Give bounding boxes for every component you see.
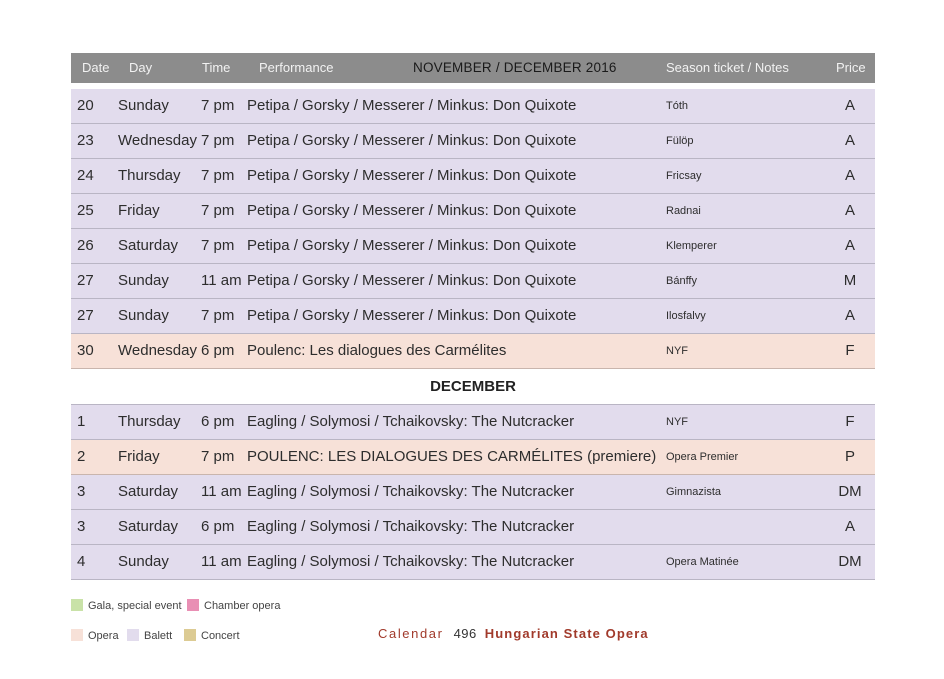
row-date: 4 xyxy=(77,553,86,570)
table-row xyxy=(71,264,875,299)
november-rows xyxy=(71,89,875,369)
row-day: Sunday xyxy=(118,272,169,289)
row-day: Saturday xyxy=(118,237,179,254)
row-time: 6 pm xyxy=(201,518,235,535)
table-row xyxy=(71,334,875,369)
header-price: Price xyxy=(836,60,866,75)
row-time: 6 pm xyxy=(201,342,235,359)
row-notes: Fülöp xyxy=(666,135,694,147)
row-notes: Bánffy xyxy=(666,275,697,287)
row-day: Sunday xyxy=(118,97,169,114)
row-day: Wednesday xyxy=(118,342,197,359)
row-date: 3 xyxy=(77,483,86,500)
row-notes: NYF xyxy=(666,416,688,428)
legend-concert-swatch xyxy=(184,629,196,641)
legend-ballet xyxy=(127,629,172,643)
row-notes: NYF xyxy=(666,345,688,357)
header-performance: Performance xyxy=(259,60,334,75)
table-row xyxy=(71,159,875,194)
row-performance: Eagling / Solymosi / Tchaikovsky: The Nutcracker xyxy=(247,518,575,535)
row-performance: Petipa / Gorsky / Messerer / Minkus: Don Quixote xyxy=(247,97,577,114)
row-day: Sunday xyxy=(118,553,169,570)
legend-ballet-label: Balett xyxy=(144,630,173,642)
row-time: 11 am xyxy=(201,553,242,570)
row-price: A xyxy=(844,132,855,149)
row-price: M xyxy=(843,272,857,289)
row-performance: Poulenc: Les dialogues des Carmélites xyxy=(247,342,507,359)
row-price: DM xyxy=(838,483,862,500)
legend-opera xyxy=(71,629,119,643)
table-row xyxy=(71,89,875,124)
row-performance: Eagling / Solymosi / Tchaikovsky: The Nutcracker xyxy=(247,483,575,500)
row-date: 20 xyxy=(77,97,94,114)
row-notes: Opera Matinée xyxy=(666,556,739,568)
row-performance: Petipa / Gorsky / Messerer / Minkus: Don Quixote xyxy=(247,237,577,254)
row-date: 27 xyxy=(77,272,94,289)
row-notes: Opera Premier xyxy=(666,451,739,463)
row-date: 3 xyxy=(77,518,86,535)
row-day: Wednesday xyxy=(118,132,197,149)
row-notes: Radnai xyxy=(666,205,701,217)
table-row xyxy=(71,124,875,159)
row-notes: Gimnazista xyxy=(666,486,722,498)
row-performance: Eagling / Solymosi / Tchaikovsky: The Nutcracker xyxy=(247,413,575,430)
row-date: 23 xyxy=(77,132,94,149)
row-time: 7 pm xyxy=(201,307,235,324)
row-price: DM xyxy=(838,553,862,570)
row-day: Saturday xyxy=(118,518,179,535)
header-time: Time xyxy=(202,60,231,75)
table-row xyxy=(71,475,875,510)
legend-ballet-swatch xyxy=(127,629,139,641)
page-number: 496 xyxy=(453,626,477,641)
row-time: 7 pm xyxy=(201,167,235,184)
row-performance: Petipa / Gorsky / Messerer / Minkus: Don Quixote xyxy=(247,272,577,289)
page-footer xyxy=(378,626,649,641)
legend-chamber xyxy=(187,599,280,613)
row-price: A xyxy=(844,518,855,535)
legend-gala-swatch xyxy=(71,599,83,611)
row-price: A xyxy=(844,202,855,219)
december-rows xyxy=(71,405,875,580)
row-date: 27 xyxy=(77,307,94,324)
row-day: Friday xyxy=(118,448,160,465)
row-performance: Petipa / Gorsky / Messerer / Minkus: Don Quixote xyxy=(247,307,577,324)
row-date: 26 xyxy=(77,237,94,254)
row-day: Saturday xyxy=(118,483,179,500)
row-time: 7 pm xyxy=(201,202,235,219)
table-header xyxy=(71,53,875,83)
row-time: 7 pm xyxy=(201,97,235,114)
legend-gala xyxy=(71,599,182,613)
row-notes: Fricsay xyxy=(666,170,702,182)
row-notes: Tóth xyxy=(666,100,689,112)
row-price: F xyxy=(845,342,855,359)
footer-opera-name: Hungarian State Opera xyxy=(484,626,649,641)
row-date: 2 xyxy=(77,448,86,465)
row-date: 25 xyxy=(77,202,94,219)
row-time: 7 pm xyxy=(201,132,235,149)
row-day: Sunday xyxy=(118,307,169,324)
row-price: A xyxy=(844,97,855,114)
legend-chamber-label: Chamber opera xyxy=(204,600,281,612)
row-time: 6 pm xyxy=(201,413,235,430)
row-time: 11 am xyxy=(201,483,242,500)
row-performance: Petipa / Gorsky / Messerer / Minkus: Don Quixote xyxy=(247,132,577,149)
table-row xyxy=(71,405,875,440)
row-day: Thursday xyxy=(118,167,181,184)
row-date: 24 xyxy=(77,167,94,184)
schedule-table xyxy=(71,53,875,580)
header-date: Date xyxy=(82,60,110,75)
row-notes: Klemperer xyxy=(666,240,717,252)
legend-concert xyxy=(184,629,240,643)
table-row xyxy=(71,194,875,229)
row-date: 30 xyxy=(77,342,94,359)
header-notes: Season ticket / Notes xyxy=(666,60,789,75)
row-performance: Petipa / Gorsky / Messerer / Minkus: Don Quixote xyxy=(247,167,577,184)
month-label-december: DECEMBER xyxy=(71,369,875,405)
row-time: 7 pm xyxy=(201,237,235,254)
legend-chamber-swatch xyxy=(187,599,199,611)
footer-calendar: Calendar xyxy=(378,626,444,641)
row-day: Thursday xyxy=(118,413,181,430)
header-day: Day xyxy=(129,60,153,75)
row-date: 1 xyxy=(77,413,86,430)
legend-gala-label: Gala, special event xyxy=(88,600,182,612)
legend-opera-label: Opera xyxy=(88,630,119,642)
row-price: P xyxy=(844,448,855,465)
table-row xyxy=(71,440,875,475)
table-row xyxy=(71,299,875,334)
row-time: 11 am xyxy=(201,272,242,289)
row-price: A xyxy=(844,237,855,254)
table-row xyxy=(71,510,875,545)
row-notes: Ilosfalvy xyxy=(666,310,706,322)
row-time: 7 pm xyxy=(201,448,235,465)
row-price: F xyxy=(845,413,855,430)
row-price: A xyxy=(844,307,855,324)
row-performance: Eagling / Solymosi / Tchaikovsky: The Nutcracker xyxy=(247,553,575,570)
header-title: NOVEMBER / DECEMBER 2016 xyxy=(413,60,617,75)
table-row xyxy=(71,545,875,580)
legend-concert-label: Concert xyxy=(201,630,240,642)
legend-opera-swatch xyxy=(71,629,83,641)
table-row xyxy=(71,229,875,264)
row-day: Friday xyxy=(118,202,160,219)
row-performance: Petipa / Gorsky / Messerer / Minkus: Don Quixote xyxy=(247,202,577,219)
row-performance: POULENC: LES DIALOGUES DES CARMÉLITES (premiere) xyxy=(247,448,657,465)
row-price: A xyxy=(844,167,855,184)
